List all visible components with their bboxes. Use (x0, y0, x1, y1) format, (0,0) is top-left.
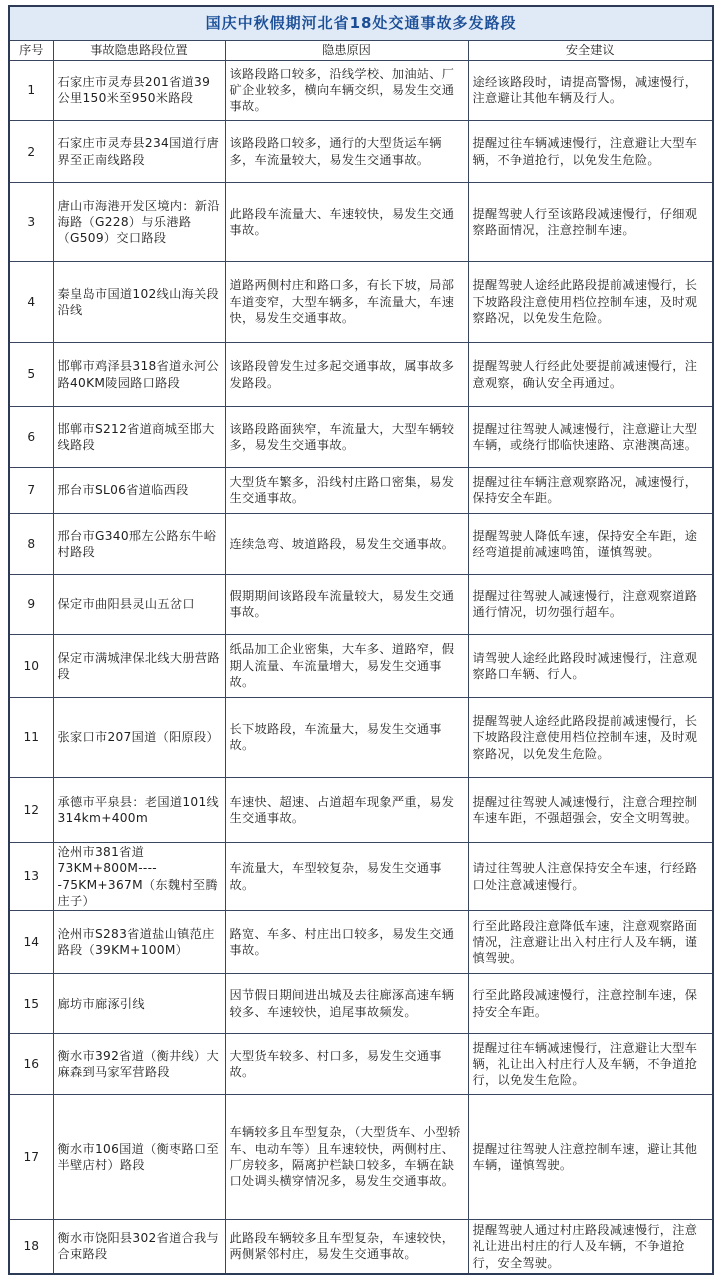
row-cause: 该路段曾发生过多起交通事故，属事故多发路段。 (225, 342, 468, 407)
row-cause: 该路段路口较多，通行的大型货运车辆多，车流量较大，易发生交通事故。 (225, 120, 468, 183)
table-row (9, 120, 713, 183)
table-row (9, 262, 713, 343)
row-advice: 提醒驾驶人途经此路段提前减速慢行，长下坡路段注意使用档位控制车速，及时观察路况，以免发生危险。 (468, 262, 713, 343)
row-advice: 提醒过往车辆减速慢行，注意避让大型车辆，礼让出入村庄行人及车辆，不争道抢行，以免发生危险。 (468, 1034, 713, 1094)
table-row (9, 778, 713, 843)
table-title: 国庆中秋假期河北省18处交通事故多发路段 (9, 6, 713, 40)
row-number: 5 (9, 342, 53, 407)
row-number: 18 (9, 1219, 53, 1274)
table-row (9, 183, 713, 262)
row-number: 11 (9, 697, 53, 778)
row-location: 保定市曲阳县灵山五岔口 (53, 574, 225, 634)
row-number: 17 (9, 1094, 53, 1219)
table-row (9, 973, 713, 1033)
row-cause: 路宽、车多、村庄出口较多，易发生交通事故。 (225, 911, 468, 974)
table-row (9, 342, 713, 407)
table-row (9, 574, 713, 634)
row-cause: 道路两侧村庄和路口多，有长下坡，局部车道变窄，大型车辆多，车流量大，车速快，易发生交通事故。 (225, 262, 468, 343)
row-advice: 行至此路段注意降低车速，注意观察路面情况，注意避让出入村庄行人及车辆，谨慎驾驶。 (468, 911, 713, 974)
row-location: 邯郸市鸡泽县318省道永河公路40KM陵园路口路段 (53, 342, 225, 407)
row-cause: 假期期间该路段车流量较大，易发生交通事故。 (225, 574, 468, 634)
row-cause: 大型货车较多、村口多，易发生交通事故。 (225, 1034, 468, 1094)
row-number: 7 (9, 467, 53, 513)
row-cause: 连续急弯、坡道路段，易发生交通事故。 (225, 514, 468, 574)
table-row (9, 697, 713, 778)
row-location: 邯郸市S212省道商城至邯大线路段 (53, 407, 225, 467)
row-number: 16 (9, 1034, 53, 1094)
row-cause: 大型货车繁多，沿线村庄路口密集，易发生交通事故。 (225, 467, 468, 513)
table-row (9, 1034, 713, 1094)
row-advice: 提醒驾驶人行经此处要提前减速慢行，注意观察，确认安全再通过。 (468, 342, 713, 407)
row-location: 邢台市G340邢左公路东牛峪村路段 (53, 514, 225, 574)
row-number: 15 (9, 973, 53, 1033)
row-number: 4 (9, 262, 53, 343)
row-advice: 提醒驾驶人通过村庄路段减速慢行，注意礼让进出村庄的行人及车辆，不争道抢行，安全驾驶。 (468, 1219, 713, 1274)
row-advice: 提醒驾驶人降低车速，保持安全车距，途经弯道提前减速鸣笛，谨慎驾驶。 (468, 514, 713, 574)
accident-table (8, 5, 714, 1275)
row-number: 8 (9, 514, 53, 574)
header-cause: 隐患原因 (225, 40, 468, 60)
table-row (9, 842, 713, 911)
row-location: 秦皇岛市国道102线山海关段沿线 (53, 262, 225, 343)
row-location: 衡水市392省道（衡井线）大麻森到马家军营路段 (53, 1034, 225, 1094)
row-location: 唐山市海港开发区境内：新沿海路（G228）与乐港路（G509）交口路段 (53, 183, 225, 262)
header-advice: 安全建议 (468, 40, 713, 60)
row-cause: 纸品加工企业密集，大车多、道路窄，假期人流量、车流量增大，易发生交通事故。 (225, 635, 468, 698)
row-number: 14 (9, 911, 53, 974)
row-advice: 提醒过往驾驶人减速慢行，注意避让大型车辆，或绕行邯临快速路、京港澳高速。 (468, 407, 713, 467)
table-row (9, 635, 713, 698)
document-page (8, 5, 712, 1275)
row-location: 衡水市饶阳县302省道合我与合束路段 (53, 1219, 225, 1274)
row-location: 保定市满城津保北线大册营路段 (53, 635, 225, 698)
row-cause: 此路段车辆较多且车型复杂，车速较快，两侧紧邻村庄，易发生交通事故。 (225, 1219, 468, 1274)
row-location: 石家庄市灵寿县201省道39公里150米至950米路段 (53, 60, 225, 120)
row-advice: 提醒驾驶人行至该路段减速慢行，仔细观察路面情况，注意控制车速。 (468, 183, 713, 262)
row-advice: 请驾驶人途经此路段时减速慢行，注意观察路口车辆、行人。 (468, 635, 713, 698)
row-number: 10 (9, 635, 53, 698)
row-location: 张家口市207国道（阳原段） (53, 697, 225, 778)
row-advice: 提醒过往车辆注意观察路况，减速慢行，保持安全车距。 (468, 467, 713, 513)
row-advice: 提醒过往驾驶人减速慢行，注意观察道路通行情况，切勿强行超车。 (468, 574, 713, 634)
row-cause: 该路段路面狭窄，车流量大，大型车辆较多，易发生交通事故。 (225, 407, 468, 467)
row-number: 2 (9, 120, 53, 183)
row-number: 12 (9, 778, 53, 843)
row-location: 衡水市106国道（衡枣路口至半壁店村）路段 (53, 1094, 225, 1219)
row-number: 3 (9, 183, 53, 262)
header-location: 事故隐患路段位置 (53, 40, 225, 60)
table-row (9, 1219, 713, 1274)
header-number: 序号 (9, 40, 53, 60)
table-row (9, 514, 713, 574)
row-advice: 提醒过往驾驶人减速慢行，注意合理控制车速车距，不强超强会，安全文明驾驶。 (468, 778, 713, 843)
table-row (9, 60, 713, 120)
row-advice: 提醒驾驶人途经此路段提前减速慢行，长下坡路段注意使用档位控制车速，及时观察路况，以免发生危险。 (468, 697, 713, 778)
row-advice: 提醒过往驾驶人注意控制车速，避让其他车辆，谨慎驾驶。 (468, 1094, 713, 1219)
row-cause: 车流量大，车型较复杂，易发生交通事故。 (225, 842, 468, 911)
table-row (9, 911, 713, 974)
row-location: 邢台市SL06省道临西段 (53, 467, 225, 513)
row-advice: 途经该路段时，请提高警惕，减速慢行，注意避让其他车辆及行人。 (468, 60, 713, 120)
row-cause: 车速快、超速、占道超车现象严重，易发生交通事故。 (225, 778, 468, 843)
row-cause: 因节假日期间进出城及去往廊涿高速车辆较多、车速较快，追尾事故频发。 (225, 973, 468, 1033)
table-row (9, 407, 713, 467)
row-location: 沧州市381省道73KM+800M-----75KM+367M（东魏村至腾庄子） (53, 842, 225, 911)
row-location: 承德市平泉县：老国道101线314km+400m (53, 778, 225, 843)
row-cause: 长下坡路段，车流量大，易发生交通事故。 (225, 697, 468, 778)
row-advice: 提醒过往车辆减速慢行，注意避让大型车辆，不争道抢行，以免发生危险。 (468, 120, 713, 183)
row-cause: 此路段车流量大、车速较快，易发生交通事故。 (225, 183, 468, 262)
row-cause: 车辆较多且车型复杂，（大型货车、小型轿车、电动车等）且车速较快，两侧村庄、厂房较多，隔离护栏缺口较多，车辆在缺口处调头横穿情况多，易发生交通事故。 (225, 1094, 468, 1219)
row-cause: 该路段路口较多，沿线学校、加油站、厂矿企业较多，横向车辆交织，易发生交通事故。 (225, 60, 468, 120)
table-row (9, 1094, 713, 1219)
row-advice: 请过往驾驶人注意保持安全车速，行经路口处注意减速慢行。 (468, 842, 713, 911)
row-number: 9 (9, 574, 53, 634)
row-number: 13 (9, 842, 53, 911)
row-location: 廊坊市廊涿引线 (53, 973, 225, 1033)
table-row (9, 467, 713, 513)
row-location: 沧州市S283省道盐山镇范庄路段（39KM+100M） (53, 911, 225, 974)
row-advice: 行至此路段减速慢行，注意控制车速，保持安全车距。 (468, 973, 713, 1033)
row-number: 1 (9, 60, 53, 120)
row-location: 石家庄市灵寿县234国道行唐界至正南线路段 (53, 120, 225, 183)
row-number: 6 (9, 407, 53, 467)
